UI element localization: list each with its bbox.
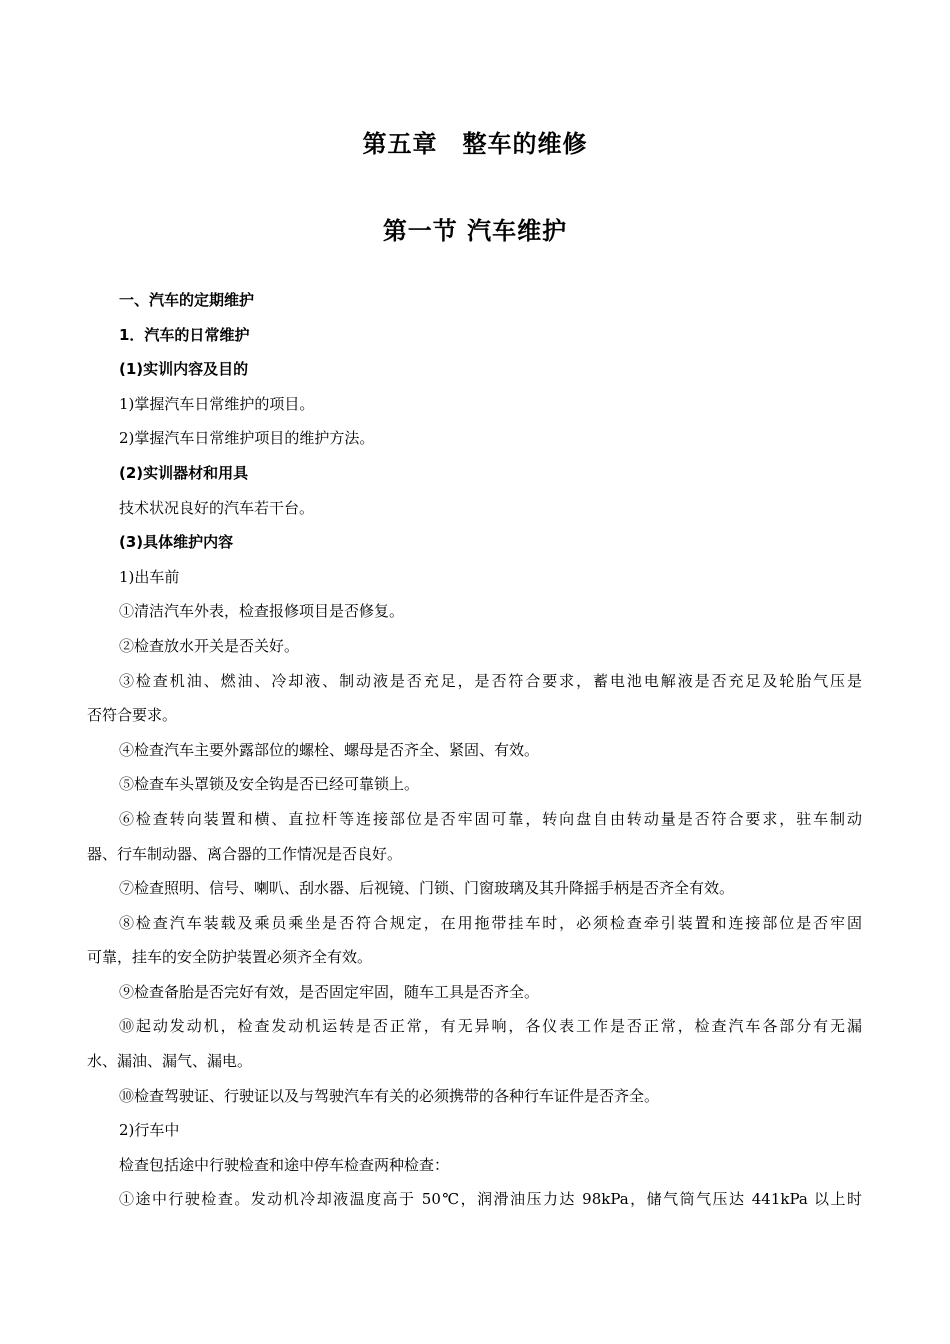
heading-level3: (3)具体维护内容 xyxy=(119,533,234,552)
list-item: ⑩起动发动机，检查发动机运转是否正常，有无异响，各仪表工作是否正常，检查汽车各部分有无漏 xyxy=(119,1017,862,1036)
body-text xyxy=(87,283,862,1217)
list-item-continuation: 器、行车制动器、离合器的工作情况是否良好。 xyxy=(87,844,403,863)
list-item: ④检查汽车主要外露部位的螺栓、螺母是否齐全、紧固、有效。 xyxy=(119,740,540,759)
list-item-continuation: 水、漏油、漏气、漏电。 xyxy=(87,1052,253,1071)
paragraph-line: 1)掌握汽车日常维护的项目。 xyxy=(119,394,315,413)
list-item: ⑧检查汽车装载及乘员乘坐是否符合规定，在用拖带挂车时，必须检查牵引装置和连接部位是否牢固 xyxy=(119,913,862,932)
heading-level3: (2)实训器材和用具 xyxy=(119,463,249,482)
list-item: ①途中行驶检查。发动机冷却液温度高于 50℃，润滑油压力达 98kPa，储气筒气压达 441kPa 以上时 xyxy=(119,1190,862,1209)
list-item: ③检查机油、燃油、冷却液、制动液是否充足，是否符合要求，蓄电池电解液是否充足及轮胎气压是 xyxy=(119,671,862,690)
list-item: ⑦检查照明、信号、喇叭、刮水器、后视镜、门锁、门窗玻璃及其升降摇手柄是否齐全有效。 xyxy=(119,879,735,898)
subheading-line: 1)出车前 xyxy=(119,567,180,586)
paragraph-line: 技术状况良好的汽车若干台。 xyxy=(119,498,315,517)
chapter-title: 第五章 整车的维修 xyxy=(362,130,588,158)
paragraph-line: 检查包括途中行驶检查和途中停车检查两种检查： xyxy=(119,1155,450,1174)
heading-level3: (1)实训内容及目的 xyxy=(119,360,249,379)
paragraph-line: 2)掌握汽车日常维护项目的维护方法。 xyxy=(119,429,375,448)
list-item: ⑨检查备胎是否完好有效，是否固定牢固，随车工具是否齐全。 xyxy=(119,982,540,1001)
list-item-continuation: 可靠，挂车的安全防护装置必须齐全有效。 xyxy=(87,948,373,967)
list-item-continuation: 否符合要求。 xyxy=(87,706,178,725)
heading-level2: 1．汽车的日常维护 xyxy=(119,325,250,344)
subheading-line: 2)行车中 xyxy=(119,1121,180,1140)
list-item: ⑥检查转向装置和横、直拉杆等连接部位是否牢固可靠，转向盘自由转动量是否符合要求，驻车制动 xyxy=(119,809,862,828)
list-item: ①清洁汽车外表，检查报修项目是否修复。 xyxy=(119,602,405,621)
section-title: 第一节 汽车维护 xyxy=(382,217,568,245)
list-item: ⑩检查驾驶证、行驶证以及与驾驶汽车有关的必须携带的各种行车证件是否齐全。 xyxy=(119,1086,660,1105)
list-item: ⑤检查车头罩锁及安全钩是否已经可靠锁上。 xyxy=(119,775,420,794)
list-item: ②检查放水开关是否关好。 xyxy=(119,636,300,655)
heading-level1: 一、汽车的定期维护 xyxy=(119,291,255,309)
